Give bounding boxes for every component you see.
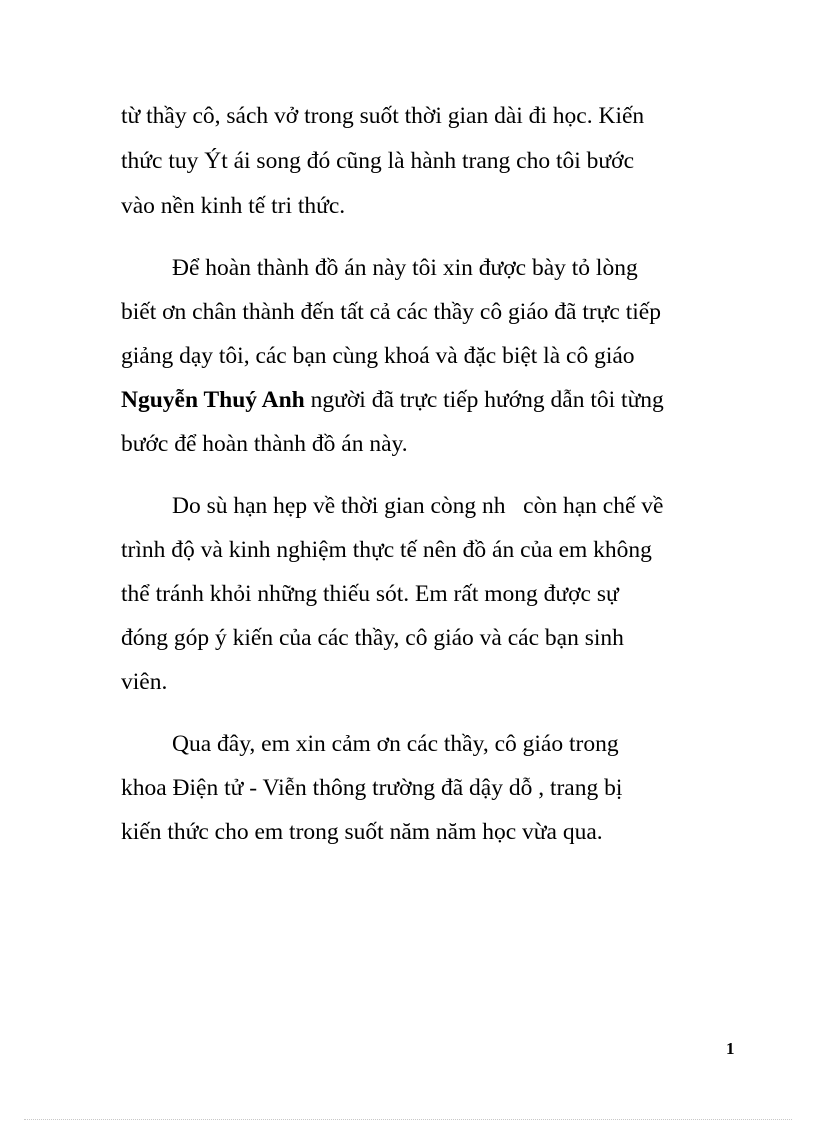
paragraph-3-line-4: đóng góp ý kiến của các thầy, cô giáo và các bạn sinh bbox=[121, 625, 624, 651]
paragraph-2-line-4 bbox=[121, 385, 664, 415]
paragraph-2-line-5: bước để hoàn thành đồ án này. bbox=[121, 431, 408, 457]
paragraph-4-line-3: kiến thức cho em trong suốt năm năm học vừa qua. bbox=[121, 819, 603, 845]
paragraph-3-line-2: trình độ và kinh nghiệm thực tế nên đồ án của em không bbox=[121, 537, 652, 563]
page-bottom-divider bbox=[24, 1119, 792, 1120]
paragraph-2-line-3: giảng dạy tôi, các bạn cùng khoá và đặc biệt là cô giáo bbox=[121, 343, 635, 369]
paragraph-1-line-3: vào nền kinh tế tri thức. bbox=[121, 193, 346, 219]
paragraph-3-line-1: Do sù hạn hẹp về thời gian còng nh còn hạn chế về bbox=[172, 493, 664, 519]
paragraph-1-line-1: từ thầy cô, sách vở trong suốt thời gian dài đi học. Kiến bbox=[121, 103, 645, 129]
paragraph-3-line-5: viên. bbox=[121, 669, 168, 695]
paragraph-3-line-3: thể tránh khỏi những thiếu sót. Em rất mong được sự bbox=[121, 581, 619, 607]
paragraph-2-line-1: Để hoàn thành đồ án này tôi xin được bày tỏ lòng bbox=[172, 255, 638, 281]
paragraph-1-line-2: thức tuy Ýt ái song đó cũng là hành trang cho tôi bước bbox=[121, 148, 635, 174]
supervisor-name: Nguyễn Thuý Anh bbox=[121, 387, 305, 413]
paragraph-2-line-2: biết ơn chân thành đến tất cả các thầy cô giáo đã trực tiếp bbox=[121, 299, 661, 325]
paragraph-2-line-4-rest: người đã trực tiếp hướng dẫn tôi từng bbox=[304, 387, 664, 413]
paragraph-4-line-2: khoa Điện tử - Viễn thông trường đã dậy dỗ , trang bị bbox=[121, 775, 623, 801]
paragraph-4-line-1: Qua đây, em xin cảm ơn các thầy, cô giáo trong bbox=[172, 731, 619, 757]
page-number: 1 bbox=[726, 1039, 735, 1058]
